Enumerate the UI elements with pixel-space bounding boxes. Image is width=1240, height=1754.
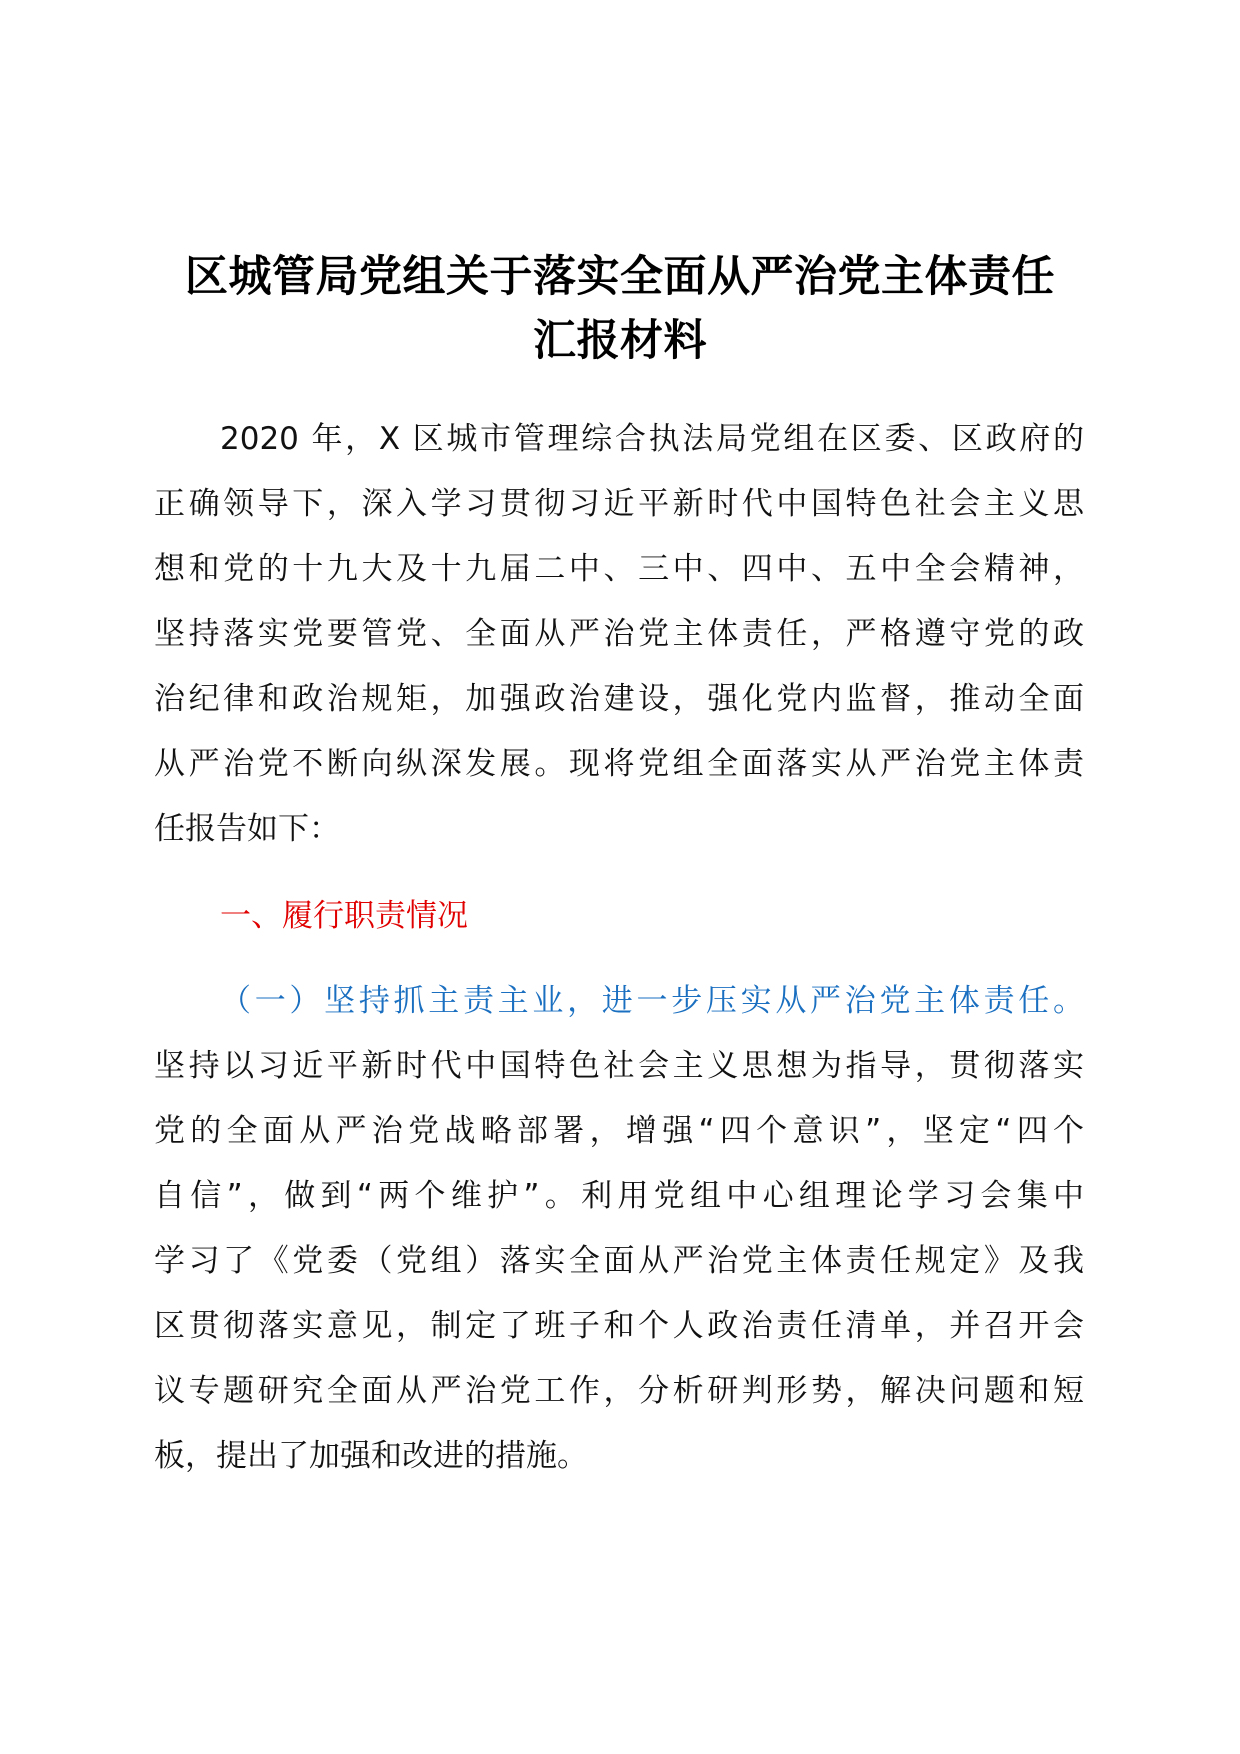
intro-line: 任报告如下：: [154, 811, 340, 847]
body-line: 坚持以习近平新时代中国特色社会主义思想为指导，贯彻落实: [154, 1048, 1084, 1084]
body-line: 学习了《党委（党组）落实全面从严治党主体责任规定》及我: [154, 1243, 1084, 1279]
title-line-1: 区城管局党组关于落实全面从严治党主体责任: [185, 252, 1055, 302]
body-line: 区贯彻落实意见，制定了班子和个人政治责任清单，并召开会: [154, 1308, 1084, 1344]
intro-line: 想和党的十九大及十九届二中、三中、四中、五中全会精神，: [154, 551, 1084, 587]
section-heading: 一、履行职责情况: [220, 898, 468, 934]
body-line: 党的全面从严治党战略部署，增强“四个意识”，坚定“四个: [154, 1113, 1084, 1149]
intro-line: 从严治党不断向纵深发展。现将党组全面落实从严治党主体责: [154, 746, 1084, 782]
title-line-2: 汇报材料: [533, 316, 707, 366]
body-line: 议专题研究全面从严治党工作，分析研判形势，解决问题和短: [154, 1373, 1084, 1409]
body-line: 自信”，做到“两个维护”。利用党组中心组理论学习会集中: [154, 1178, 1084, 1214]
intro-line: 正确领导下，深入学习贯彻习近平新时代中国特色社会主义思: [154, 486, 1084, 522]
intro-line: 坚持落实党要管党、全面从严治党主体责任，严格遵守党的政: [154, 616, 1084, 652]
intro-line: 治纪律和政治规矩，加强政治建设，强化党内监督，推动全面: [154, 681, 1084, 717]
document-title: [150, 245, 1090, 373]
intro-line: 2020 年，X 区城市管理综合执法局党组在区委、区政府的: [220, 421, 1084, 457]
body-line: 板，提出了加强和改进的措施。: [154, 1438, 588, 1474]
subsection-heading: （一）坚持抓主责主业，进一步压实从严治党主体责任。: [220, 983, 1084, 1019]
